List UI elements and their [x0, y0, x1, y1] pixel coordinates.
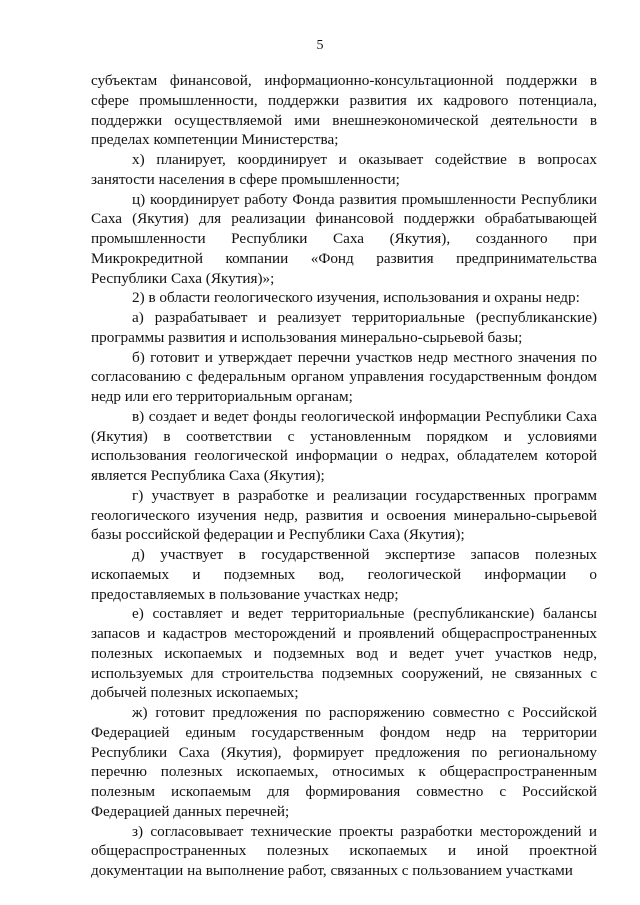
paragraph-item-a: а) разрабатывает и реализует территориальные (республиканские) программы развития и использования минерально-сырьевой базы; [91, 309, 597, 346]
paragraph-item-g: г) участвует в разработке и реализации государственных программ геологического изучения недр, развития и освоения минерально-сырьевой базы российской федерации и Республики Саха (Якутия); [91, 486, 597, 544]
paragraph-continuation: субъектам финансовой, информационно-консультационной поддержки в сфере промышленности, поддержки развития их кадрового потенциала, поддержки осуществляемой ими внешнеэкономической деятельности в пределах компетенции Министерства; [91, 72, 597, 149]
paragraph-item-b: б) готовит и утверждает перечни участков недр местного значения по согласованию с федеральным органом управления государственным фондом недр или его территориальным органам; [91, 348, 597, 405]
paragraph-section-2: 2) в области геологического изучения, использования и охраны недр: [132, 289, 580, 307]
paragraph-item-z: з) согласовывает технические проекты разработки месторождений и общераспространенных полезных ископаемых и иной проектной документации на выполнение работ, связанных с пользованием участками [91, 822, 597, 879]
paragraph-item-kh: х) планирует, координирует и оказывает содействие в вопросах занятости населения в сфере промышленности; [91, 151, 597, 188]
paragraph-item-d: д) участвует в государственной экспертизе запасов полезных ископаемых и подземных вод, геологической информации о предоставляемых в пользование участках недр; [91, 546, 597, 603]
document-body [91, 71, 597, 881]
paragraph-item-v: в) создает и ведет фонды геологической информации Республики Саха (Якутия) в соответствии с установленным порядком и условиями использования геологической информации о недрах, обладателем которой является Республика Саха (Якутия); [91, 407, 597, 484]
paragraph-item-ts: ц) координирует работу Фонда развития промышленности Республики Саха (Якутия) для реализации финансовой поддержки обрабатывающей промышленности Республики Саха (Якутия), созданного при Микрокредитной компании «Фонд развития предпринимательства Республики Саха (Якутия)»; [91, 190, 597, 287]
paragraph-item-zh: ж) готовит предложения по распоряжению совместно с Российской Федерацией единым государственным фондом недр на территории Республики Саха (Якутия), формирует предложения по региональному перечню полезных ископаемых, относимых к общераспространенным полезным ископаемым для формирования совместно с Российской Федерацией данных перечней; [91, 704, 597, 820]
paragraph-item-e: е) составляет и ведет территориальные (республиканские) балансы запасов и кадастров месторождений и проявлений общераспространенных полезных ископаемых и подземных вод и ведет учет участков недр, используемых для строительства подземных сооружений, не связанных с добычей полезных ископаемых; [91, 605, 597, 702]
page-number: 5 [316, 38, 324, 53]
